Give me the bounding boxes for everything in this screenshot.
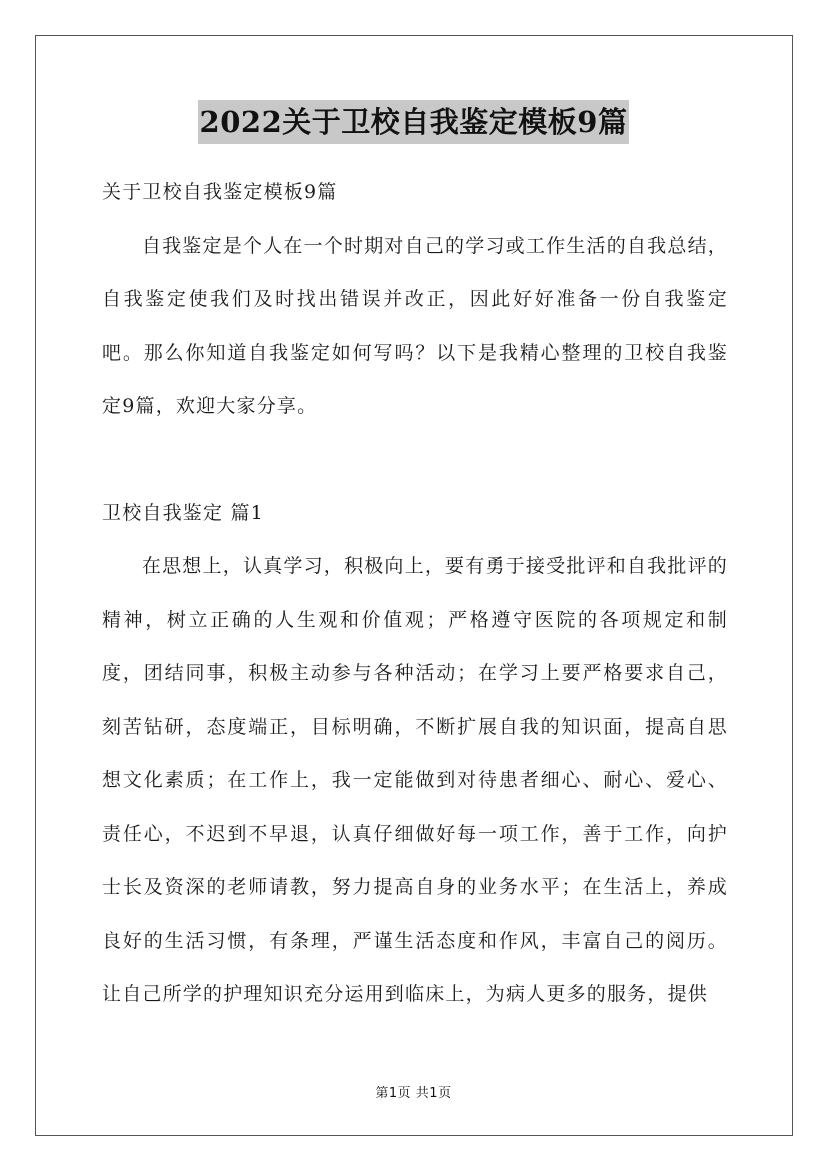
document-subtitle: 关于卫校自我鉴定模板9篇 — [102, 181, 338, 203]
document-body — [102, 166, 728, 1022]
intro-paragraph: 自我鉴定是个人在一个时期对自己的学习或工作生活的自我总结，自我鉴定使我们及时找出错误并改正，因此好好准备一份自我鉴定吧。那么你知道自我鉴定如何写吗？以下是我精心整理的卫校自我鉴定9篇，欢迎大家分享。 — [102, 234, 728, 417]
section-paragraph: 在思想上，认真学习，积极向上，要有勇于接受批评和自我批评的精神，树立正确的人生观和价值观；严格遵守医院的各项规定和制度，团结同事，积极主动参与各种活动；在学习上要严格要求自己，刻苦钻研，态度端正，目标明确，不断扩展自我的知识面，提高自思想文化素质；在工作上，我一定能做到对待患者细心、耐心、爱心、责任心，不迟到不早退，认真仔细做好每一项工作，善于工作，向护士长及资深的老师请教，努力提高自身的业务水平；在生活上，养成良好的生活习惯，有条理，严谨生活态度和作风，丰富自己的阅历。让自己所学的护理知识充分运用到临床上，为病人更多的服务，提供 — [102, 555, 728, 1005]
title-container — [0, 100, 827, 144]
section-heading: 卫校自我鉴定 篇1 — [102, 501, 264, 524]
document-title: 2022关于卫校自我鉴定模板9篇 — [198, 100, 630, 144]
paragraph-gap — [102, 434, 728, 487]
page-footer: 第1页 共1页 — [375, 1086, 452, 1101]
